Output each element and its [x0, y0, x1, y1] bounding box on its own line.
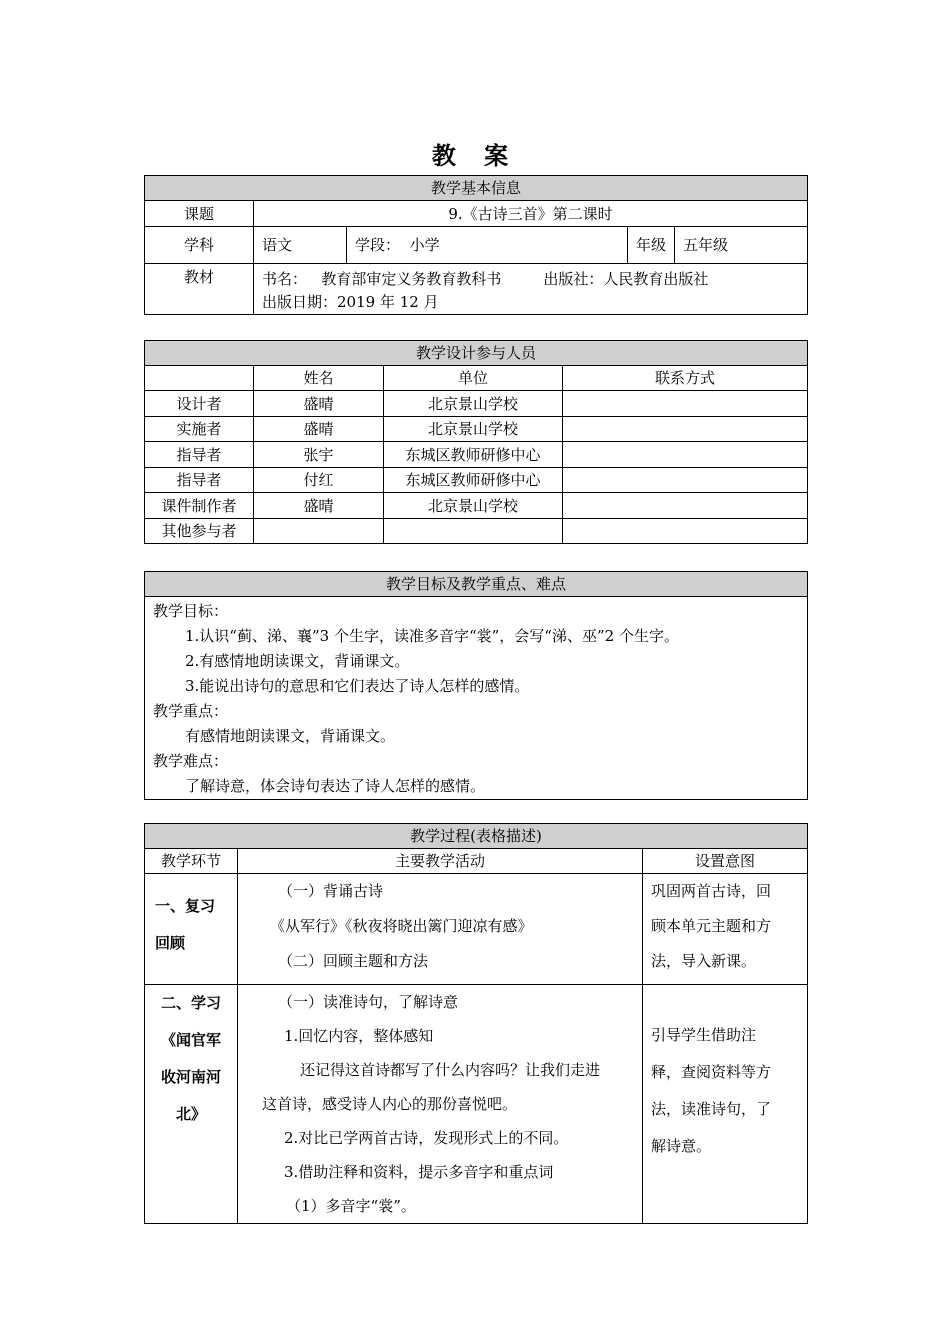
material-cell — [254, 264, 808, 315]
process-col-stage: 教学环节 — [145, 849, 238, 874]
table-row — [145, 519, 808, 544]
person-role: 指导者 — [145, 442, 254, 468]
person-contact — [563, 493, 808, 519]
table-row — [145, 442, 808, 468]
goal-item: 3.能说出诗句的意思和它们表达了诗人怎样的感情。 — [185, 677, 530, 695]
activity-line: （一）读准诗句，了解诗意 — [278, 993, 459, 1011]
process-header: 教学过程(表格描述) — [145, 824, 808, 849]
section-title-line: 北》 — [175, 1105, 206, 1123]
process-col-activities: 主要教学活动 — [238, 849, 643, 874]
material-label: 教材 — [145, 264, 254, 315]
goals-header: 教学目标及教学重点、难点 — [145, 572, 808, 597]
person-role: 其他参与者 — [145, 519, 254, 544]
person-contact — [563, 519, 808, 544]
date-value: 2019 年 12 月 — [337, 293, 439, 311]
document-title: 教 案 — [431, 142, 519, 170]
book-label: 书名： — [262, 270, 308, 288]
process-row-study — [145, 985, 808, 1224]
topic-value: 9.《古诗三首》第二课时 — [254, 201, 808, 227]
basic-info-table — [144, 175, 808, 315]
intent-line: 顾本单元主题和方 — [651, 917, 772, 935]
subject-label: 学科 — [145, 227, 254, 264]
table-row — [145, 493, 808, 519]
basic-info-header: 教学基本信息 — [145, 176, 808, 201]
activity-line: （1）多音字“裳”。 — [286, 1197, 416, 1215]
table-row — [145, 417, 808, 442]
activity-line: 这首诗，感受诗人内心的那份喜悦吧。 — [262, 1095, 518, 1113]
activity-line: 《从军行》《秋夜将晓出篱门迎凉有感》 — [270, 917, 533, 935]
person-contact — [563, 391, 808, 417]
stage-label: 学段： — [355, 236, 401, 254]
intent-line: 解诗意。 — [651, 1137, 712, 1155]
grade-value: 五年级 — [675, 227, 808, 264]
section-title-line: 回顾 — [155, 934, 186, 952]
person-name: 盛晴 — [254, 391, 384, 417]
process-col-intent: 设置意图 — [643, 849, 808, 874]
table-row — [145, 468, 808, 493]
person-unit — [384, 519, 563, 544]
person-name: 付红 — [254, 468, 384, 493]
difficulty-text: 了解诗意，体会诗句表达了诗人怎样的感情。 — [185, 777, 486, 795]
people-col-name: 姓名 — [254, 366, 384, 391]
key-point-label: 教学重点： — [153, 702, 229, 720]
intent-line: 巩固两首古诗，回 — [651, 882, 772, 900]
subject-value: 语文 — [254, 227, 347, 264]
people-col-empty — [145, 366, 254, 391]
goal-item: 2.有感情地朗读课文，背诵课文。 — [185, 652, 410, 670]
intent-line: 引导学生借助注 — [651, 1026, 757, 1044]
activity-line: 还记得这首诗都写了什么内容吗？让我们走进 — [300, 1061, 601, 1079]
section-title-review — [145, 874, 238, 985]
section-title-line: 《闻官军 — [160, 1031, 221, 1049]
section-title-study — [145, 985, 238, 1224]
section-title-line: 收河南河 — [160, 1068, 221, 1086]
section-title-line: 二、学习 — [160, 994, 221, 1012]
publisher-label: 出版社： — [543, 270, 604, 288]
goals-table — [144, 571, 808, 800]
intent-study — [643, 985, 808, 1224]
activity-line: 2.对比已学两首古诗，发现形式上的不同。 — [284, 1129, 569, 1147]
person-unit: 东城区教师研修中心 — [384, 442, 563, 468]
activity-line: （一）背诵古诗 — [278, 882, 384, 900]
intent-line: 法，导入新课。 — [651, 952, 757, 970]
difficulty-label: 教学难点： — [153, 752, 229, 770]
person-name — [254, 519, 384, 544]
goal-item: 1.认识“蓟、涕、襄”3 个生字，读准多音字“裳”，会写“涕、巫”2 个生字。 — [185, 627, 679, 645]
stage-value: 小学 — [409, 236, 440, 254]
publisher-value: 人民教育出版社 — [603, 270, 709, 288]
book-value: 教育部审定义务教育教科书 — [321, 270, 502, 288]
person-unit: 北京景山学校 — [384, 391, 563, 417]
person-contact — [563, 417, 808, 442]
person-role: 指导者 — [145, 468, 254, 493]
intent-line: 释，查阅资料等方 — [651, 1063, 772, 1081]
topic-label: 课题 — [145, 201, 254, 227]
date-label: 出版日期： — [262, 293, 338, 311]
goal-label: 教学目标： — [153, 602, 229, 620]
people-table — [144, 340, 808, 544]
process-row-review — [145, 874, 808, 985]
stage-cell — [347, 227, 628, 264]
people-header: 教学设计参与人员 — [145, 341, 808, 366]
process-table — [144, 823, 808, 1224]
activity-line: 1.回忆内容，整体感知 — [284, 1027, 434, 1045]
activity-line: 3.借助注释和资料，提示多音字和重点词 — [284, 1163, 554, 1181]
person-role: 设计者 — [145, 391, 254, 417]
person-contact — [563, 468, 808, 493]
person-name: 张宇 — [254, 442, 384, 468]
intent-review — [643, 874, 808, 985]
person-contact — [563, 442, 808, 468]
intent-line: 法，读准诗句，了 — [651, 1100, 772, 1118]
person-unit: 东城区教师研修中心 — [384, 468, 563, 493]
goals-content — [145, 597, 808, 800]
activity-line: （二）回顾主题和方法 — [278, 952, 429, 970]
people-col-contact: 联系方式 — [563, 366, 808, 391]
grade-label: 年级 — [628, 227, 675, 264]
key-point-text: 有感情地朗读课文，背诵课文。 — [185, 727, 396, 745]
activities-review — [238, 874, 643, 985]
person-role: 实施者 — [145, 417, 254, 442]
person-unit: 北京景山学校 — [384, 417, 563, 442]
people-col-unit: 单位 — [384, 366, 563, 391]
person-name: 盛晴 — [254, 417, 384, 442]
person-role: 课件制作者 — [145, 493, 254, 519]
section-title-line: 一、复习 — [155, 897, 216, 915]
person-unit: 北京景山学校 — [384, 493, 563, 519]
person-name: 盛晴 — [254, 493, 384, 519]
table-row — [145, 391, 808, 417]
activities-study — [238, 985, 643, 1224]
